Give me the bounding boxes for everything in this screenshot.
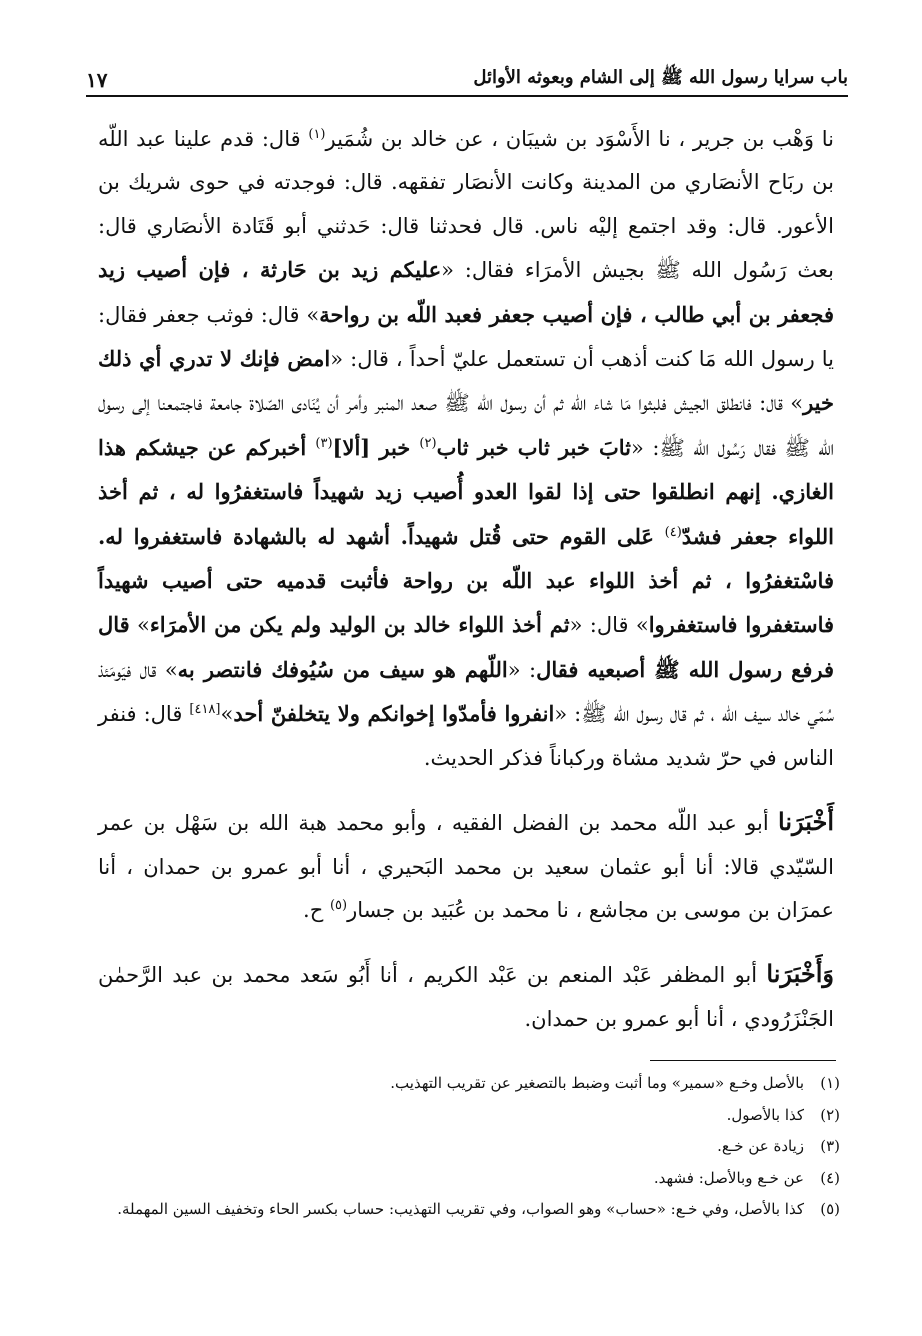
quote-bold: عليكم زيد بن حَارثة ، فإن أصيب زيد فجعفر بن أبي طالب ، فإن أصيب جعفر فعبد اللّه بن رواحة — [98, 257, 835, 327]
quote-bold: عَلى القوم حتى قُتل شهيداً. أشهد له بالشهادة فاستغفروا له. فاسْتغفرُوا ، ثم أخذ اللواء عبد اللّه بن رواحة فأثبت قدميه حتى أصيب شهيداً فاستغفروا فاستغفروا — [98, 523, 835, 638]
quote-bold: امض فإنك لا تدري أي ذلك خير — [98, 346, 834, 416]
isnad-paragraph — [98, 800, 834, 932]
quote-bold: ثابَ خبر ثاب خبر ثاب — [436, 434, 632, 460]
text-run: » قال: فوثب جعفر فقال: يا رسول الله مَا كنت أذهب أن تستعمل عليّ أحداً ، قال: « — [98, 302, 834, 372]
quote-bold: خبر [ألا] — [332, 434, 420, 460]
footnote-rule — [650, 1060, 836, 1061]
footnote — [110, 1068, 840, 1100]
isnad-lead: أَخْبَرَنا — [778, 807, 834, 837]
footnote — [110, 1100, 840, 1132]
footnote-number: (٣) — [820, 1137, 840, 1155]
text-run: » — [129, 613, 150, 638]
quote-bold: اللّهم هو سيف من سُيُوفك فانتصر به — [177, 656, 508, 682]
footnote-text: عن خـع وبالأصل: فشهد. — [653, 1168, 804, 1187]
header-rule — [86, 95, 848, 97]
footnote-number: (٥) — [820, 1200, 840, 1218]
text-run: » قال: فانطلق الجيش فلبثوا مَا شاء الله ثم أن رسول الله ﷺ صعد المنبر وأمر أن يُنَادى الصّلاة جامعة فاجتمعنا إلى رسول الله ﷺ فقال رَسُول الله ﷺ: « — [98, 391, 835, 460]
footnote-number: (١) — [820, 1074, 840, 1092]
page-number: ١٧ — [86, 68, 108, 92]
isnad-paragraph — [98, 952, 834, 1041]
text-run: نا وَهْب بن جرير ، نا الأَسْوَد بن شيبَان ، عن خالد بن شُمَير — [325, 127, 834, 151]
footnote-ref: (٢) — [419, 435, 437, 451]
text-run: أبو عبد اللّه محمد بن الفضل الفقيه ، وأبو محمد هبة الله بن سَهْل بن عمر السّيّدي قالا: أنا أبو عثمان سعيد بن محمد البَحيري ، أنا أبو عمرو بن حمدان ، أنا عمرَان بن موسى بن مجاشع ، نا محمد بن عُبَيد بن جسار — [98, 811, 834, 922]
running-title: باب سرايا رسول الله ﷺ إلى الشام وبعوثه الأوائل — [473, 67, 848, 88]
quote-bold: انفروا فأمدّوا إخوانكم ولا يتخلفنّ أحد — [233, 701, 555, 727]
footnote — [110, 1163, 840, 1195]
text-run: ح. — [303, 897, 330, 922]
quote-bold: قال فرفع رسول الله ﷺ أصبعيه فقال — [98, 612, 834, 682]
footnote-number: (٤) — [820, 1168, 840, 1187]
footnote-number: (٢) — [820, 1105, 840, 1124]
main-text — [98, 118, 834, 1041]
footnote-text: كذا بالأصل، وفي خـع: «حساب» وهو الصواب، وفي تقريب التهذيب: حساب بكسر الحاء وتخفيف السين المهملة. — [117, 1200, 804, 1218]
footnote-text: زيادة عن خـع. — [717, 1137, 804, 1155]
text-run: » قال: « — [569, 613, 649, 638]
text-run: قال: قدم علينا عبد اللّه بن ربَاح الأنصَاري من المدينة وكانت الأنصَار تفقهه. قال: فوجدته في حوى شريك بن الأعور. قال: وقد اجتمع إليْه ناس. قال فحدثنا قال: حَدثني أبو قَتَادة الأنصَاري قال: بعث رَسُول الله ﷺ بجيش الأمرَاء فقال: « — [98, 127, 834, 283]
isnad-lead: وَأَخْبَرَنا — [766, 959, 834, 989]
footnotes — [110, 1068, 840, 1226]
footnote-ref: (٣) — [315, 435, 333, 451]
footnote-ref: (١) — [308, 127, 326, 142]
footnote — [110, 1194, 840, 1226]
quote-bold: ثم أخذ اللواء خالد بن الوليد ولم يكن من الأمرَاء — [149, 612, 570, 638]
hadith-number: [٤١٨] — [189, 702, 221, 718]
page-header — [86, 58, 848, 92]
text-run: أبو المظفر عَبْد المنعم بن عَبْد الكريم ، أنا أَبُو سَعد محمد بن عبد الرَّحمٰن الجَنْزَرُودي ، أنا أبو عمرو بن حمدان. — [98, 963, 834, 1031]
footnote-ref: (٥) — [329, 897, 348, 913]
text-run: » — [220, 702, 234, 727]
text-run: قال: فنفر الناس في حرّ شديد مشاة وركباناً فذكر الحديث. — [98, 702, 834, 770]
quote-bold: أخبركم عن جيشكم هذا الغازي. إنهم انطلقوا حتى إذا لقوا العدو أُصيب زيد شهيداً فاستغفرُوا له ، ثم أخذ اللواء جعفر فشدّ — [98, 434, 835, 549]
text-run: : « — [507, 657, 537, 682]
footnote — [110, 1131, 840, 1163]
footnote-text: بالأصل وخـع «سمير» وما أثبت وضبط بالتصغير عن تقريب التهذيب. — [390, 1074, 804, 1092]
footnote-ref: (٤) — [664, 524, 682, 540]
footnote-text: كذا بالأصول. — [726, 1105, 804, 1124]
hadith-paragraph — [98, 118, 834, 780]
text-run: » قال فيَومَئذ سُمّي خالد سيف الله ، ثم قال رسول الله ﷺ: « — [98, 657, 834, 727]
